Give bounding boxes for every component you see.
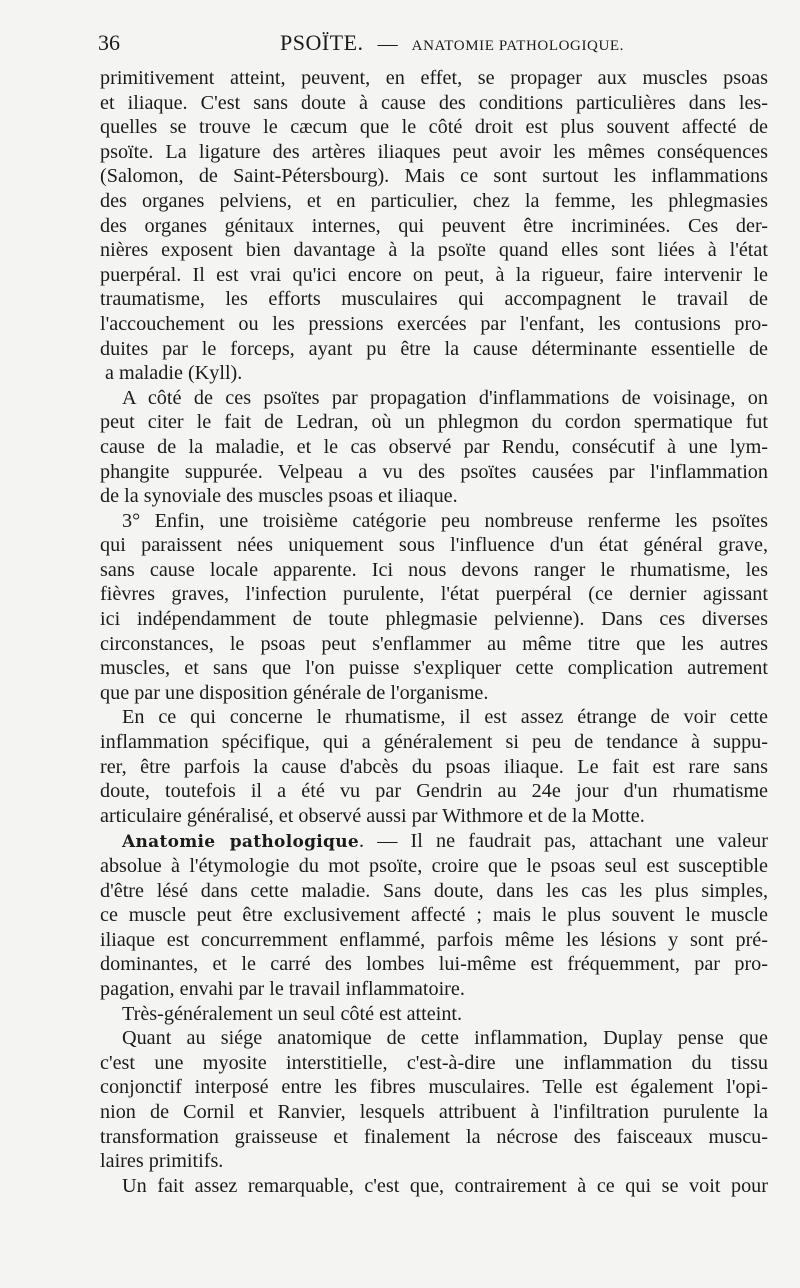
text-line: inflammation spécifique, qui a généralement si peu de tendance à suppu- bbox=[100, 731, 768, 754]
text-line: fièvres graves, l'infection purulente, l'état puerpéral (ce dernier agissant bbox=[100, 583, 768, 606]
text-line: Très-généralement un seul côté est atteint. bbox=[122, 1002, 463, 1025]
page-header bbox=[98, 30, 768, 60]
text-line: ici indépendamment de toute phlegmasie pelvienne). Dans ces diverses bbox=[100, 608, 768, 631]
text-line: duites par le forceps, ayant pu être la cause déterminante essentielle de bbox=[100, 337, 768, 360]
text-line: nières exposent bien davantage à la psoïte quand elles sont liées à l'état bbox=[100, 239, 768, 262]
text-line: muscles, et sans que l'on puisse s'expliquer cette complication autrement bbox=[100, 657, 768, 680]
text-line: qui paraissent nées uniquement sous l'influence d'un état général grave, bbox=[100, 534, 768, 557]
text-line: peut citer le fait de Ledran, où un phlegmon du cordon spermatique fut bbox=[100, 411, 768, 434]
text-line: 3° Enfin, une troisième catégorie peu nombreuse renferme les psoïtes bbox=[122, 509, 768, 532]
text-line: (Salomon, de Saint-Pétersbourg). Mais ce sont surtout les inflammations bbox=[100, 165, 768, 188]
text-line: circonstances, le psoas peut s'enflammer au même titre que les autres bbox=[100, 632, 768, 655]
text-line: nion de Cornil et Ranvier, lesquels attribuent à l'infiltration purulente la bbox=[100, 1100, 768, 1123]
text-line: En ce qui concerne le rhumatisme, il est assez étrange de voir cette bbox=[122, 706, 768, 729]
text-line: de la synoviale des muscles psoas et iliaque. bbox=[100, 485, 458, 508]
text-line: articulaire généralisé, et observé aussi par Withmore et de la Motte. bbox=[100, 804, 645, 827]
page-number: 36 bbox=[98, 30, 120, 55]
text-line: pagation, envahi par le travail inflammatoire. bbox=[100, 977, 465, 1000]
text-line: et iliaque. C'est sans doute à cause des conditions particulières dans les- bbox=[100, 91, 768, 114]
text-line: Un fait assez remarquable, c'est que, contrairement à ce qui se voit pour bbox=[122, 1174, 768, 1197]
text-line: cause de la maladie, et le cas observé par Rendu, consécutif à une lym- bbox=[100, 435, 768, 458]
text-line: des organes pelviens, et en particulier, chez la femme, les phlegmasies bbox=[100, 189, 768, 212]
text-line: que par une disposition générale de l'organisme. bbox=[100, 681, 489, 704]
text-line: Quant au siége anatomique de cette inflammation, Duplay pense que bbox=[122, 1027, 768, 1050]
text-line: d'être lésé dans cette maladie. Sans doute, dans les cas les plus simples, bbox=[100, 879, 768, 902]
body-text bbox=[100, 66, 768, 1198]
section-heading-line bbox=[100, 829, 768, 854]
text-line: rer, être parfois la cause d'abcès du psoas iliaque. Le fait est rare sans bbox=[100, 755, 768, 778]
text-line: ce muscle peut être exclusivement affecté ; mais le plus souvent le muscle bbox=[100, 904, 768, 927]
text-line: c'est une myosite interstitielle, c'est-à-dire une inflammation du tissu bbox=[100, 1051, 768, 1074]
text-line: transformation graisseuse et finalement la nécrose des faisceaux muscu- bbox=[100, 1125, 768, 1148]
text-line: absolue à l'étymologie du mot psoïte, croire que le psoas seul est susceptible bbox=[100, 855, 768, 877]
text-line: l'accouchement ou les pressions exercées par l'enfant, les contusions pro- bbox=[100, 312, 768, 335]
text-line: iliaque est concurremment enflammé, parfois même les lésions y sont pré- bbox=[100, 928, 768, 951]
text-line: laires primitifs. bbox=[100, 1150, 224, 1173]
running-head-subtitle: ANATOMIE PATHOLOGIQUE. bbox=[411, 38, 625, 54]
running-head bbox=[280, 30, 624, 56]
section-title: Anatomie pathologique bbox=[122, 832, 359, 853]
text-line: quelles se trouve le cæcum que le côté droit est plus souvent affecté de bbox=[100, 116, 768, 139]
text-line: primitivement atteint, peuvent, en effet, se propager aux muscles psoas bbox=[100, 67, 768, 89]
text-line: puerpéral. Il est vrai qu'ici encore on peut, à la rigueur, faire intervenir le bbox=[100, 263, 768, 286]
text-line: traumatisme, les efforts musculaires qui accompagnent le travail de bbox=[100, 288, 768, 311]
text-line: phangite suppurée. Velpeau a vu des psoïtes causées par l'inflammation bbox=[100, 460, 768, 483]
running-head-dash: — bbox=[377, 33, 398, 55]
text-line: dominantes, et le carré des lombes lui-même est fréquemment, par pro- bbox=[100, 953, 768, 976]
running-head-title: PSOÏTE. bbox=[280, 30, 364, 55]
text-line: doute, toutefois il a été vu par Gendrin au 24e jour d'un rhumatisme bbox=[100, 780, 768, 803]
text-line: psoïte. La ligature des artères iliaques peut avoir les mêmes conséquences bbox=[100, 140, 768, 163]
text-line: sans cause locale apparente. Ici nous devons ranger le rhumatisme, les bbox=[100, 558, 768, 581]
text-line: des organes génitaux internes, qui peuvent être incriminées. Ces der- bbox=[100, 214, 768, 237]
text-line: A côté de ces psoïtes par propagation d'inflammations de voisinage, on bbox=[122, 386, 768, 409]
text-line: conjonctif interposé entre les fibres musculaires. Telle est également l'opi- bbox=[100, 1076, 768, 1099]
text-line: a maladie (Kyll). bbox=[105, 362, 243, 385]
section-heading-rest: . — Il ne faudrait pas, attachant une valeur bbox=[359, 830, 768, 853]
